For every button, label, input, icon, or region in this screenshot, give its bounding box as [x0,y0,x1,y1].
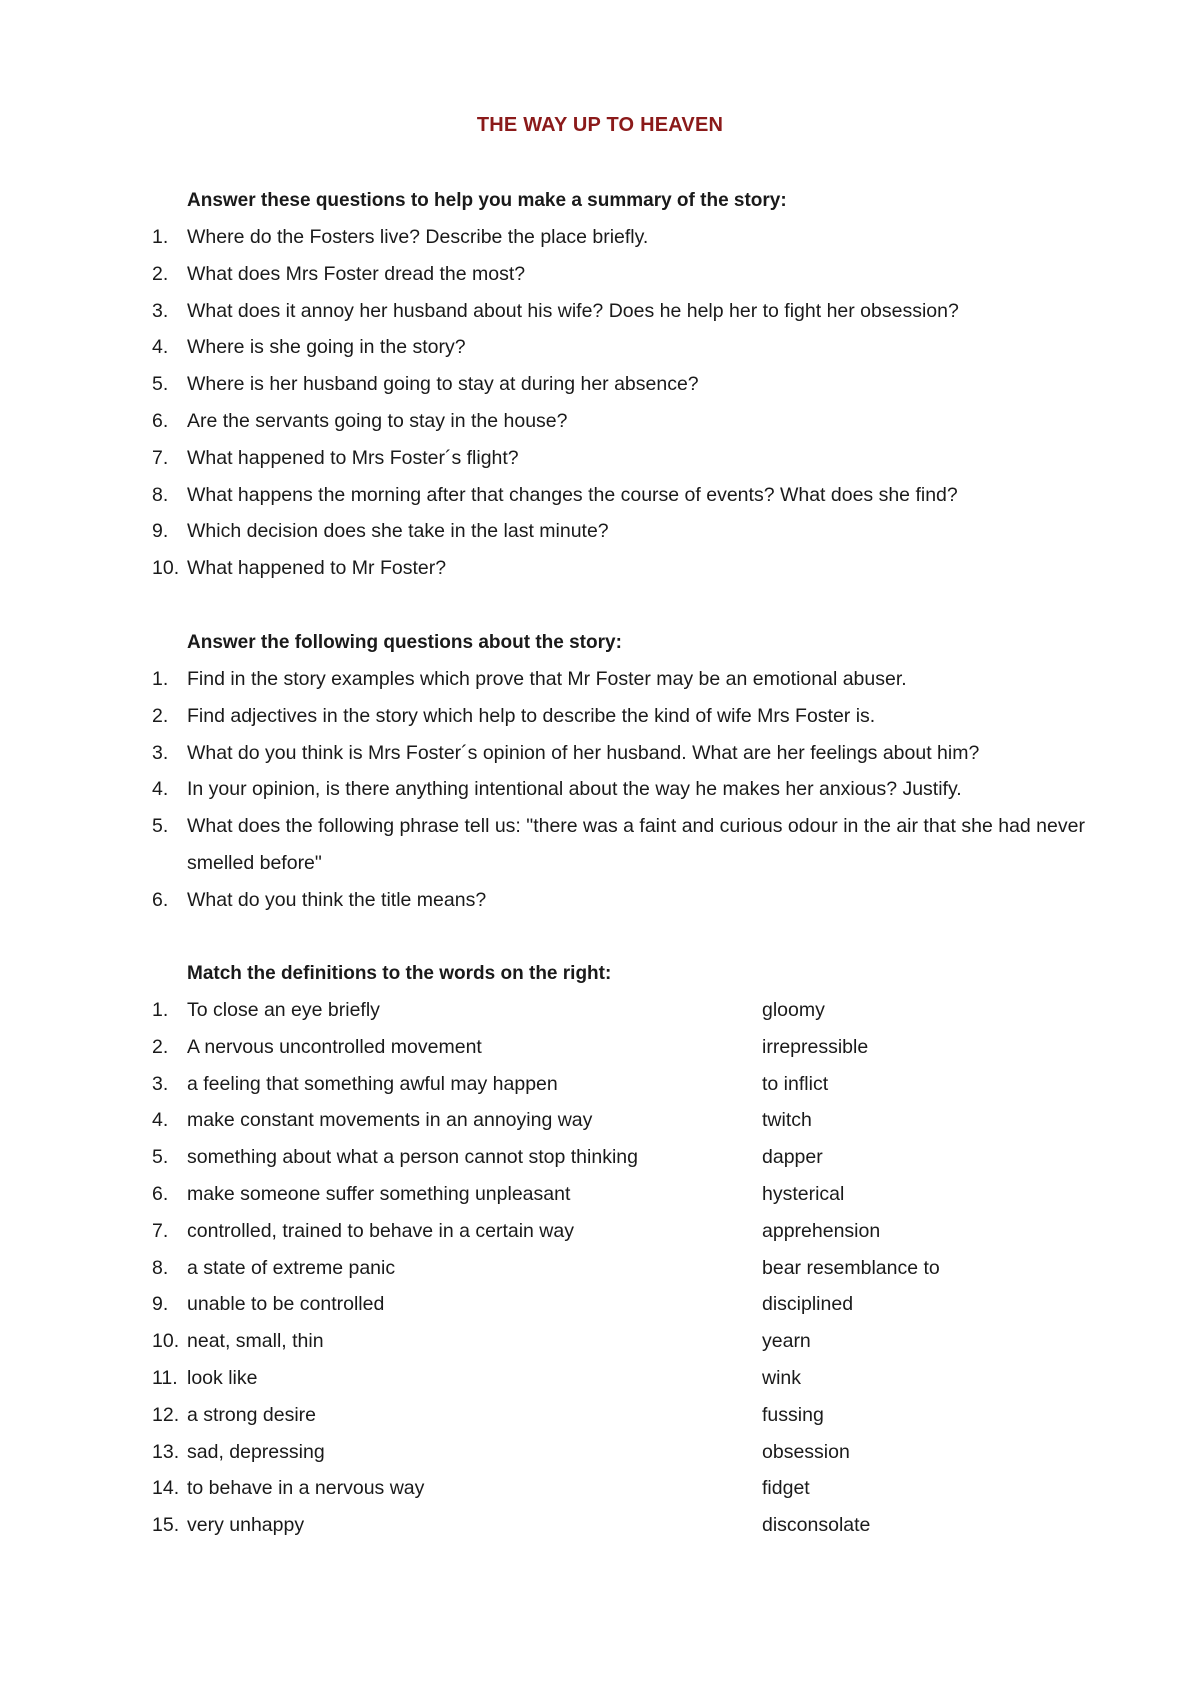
definition-text: something about what a person cannot stop thinking [187,1146,638,1169]
match-word: disconsolate [762,1514,871,1537]
item-number: 8. [152,483,169,506]
item-number: 3. [152,299,169,322]
list-item [148,513,1088,550]
match-word: dapper [762,1146,823,1169]
matching-row [148,1102,1088,1139]
item-number: 2. [152,704,169,727]
item-number: 9. [152,520,169,543]
item-number: 7. [152,1219,169,1242]
match-word: apprehension [762,1219,881,1242]
item-text: Find adjectives in the story which help to describe the kind of wife Mrs Foster is. [187,704,876,727]
list-item [148,882,1088,919]
item-text: What do you think the title means? [187,888,487,911]
list-item [148,440,1088,477]
item-number: 14. [152,1477,180,1500]
match-word: obsession [762,1440,850,1463]
item-number: 2. [152,262,169,285]
section-heading: Answer these questions to help you make a summary of the story: [187,190,787,211]
item-number: 10. [152,557,180,580]
section-heading: Answer the following questions about the story: [187,632,622,653]
list-item [148,366,1088,403]
item-number: 5. [152,815,169,838]
item-text: What does it annoy her husband about his wife? Does he help her to fight her obsession? [187,299,959,322]
item-number: 4. [152,336,169,359]
definition-text: To close an eye briefly [187,999,380,1021]
match-word: wink [762,1366,802,1389]
definition-text: a feeling that something awful may happen [187,1072,558,1095]
item-text: What happens the morning after that changes the course of events? What does she find? [187,483,958,506]
item-number: 4. [152,1109,169,1132]
matching-row [148,1507,1088,1544]
item-number: 8. [152,1256,169,1279]
item-number: 6. [152,1182,169,1205]
document-title: THE WAY UP TO HEAVEN [476,114,724,136]
section-heading: Match the definitions to the words on the right: [187,963,612,984]
matching-row [148,1250,1088,1287]
item-number: 9. [152,1293,169,1316]
match-word: fussing [762,1403,824,1426]
match-word: bear resemblance to [762,1256,940,1279]
item-text: What happened to Mr Foster? [187,557,447,580]
summary-questions-section [148,183,1088,587]
matching-row [148,1213,1088,1250]
matching-row [148,1397,1088,1434]
item-number: 10. [152,1330,180,1353]
item-number: 4. [152,778,169,801]
match-word: gloomy [762,999,825,1021]
matching-list [148,992,1088,1544]
definition-text: unable to be controlled [187,1293,385,1316]
item-text: Are the servants going to stay in the house? [187,409,568,432]
match-word: yearn [762,1330,811,1353]
list-item [148,698,1088,735]
story-questions-section [148,625,1088,919]
item-text: Which decision does she take in the last minute? [187,520,609,543]
list-item [148,293,1088,330]
matching-row [148,1434,1088,1471]
item-number: 5. [152,373,169,396]
item-number: 11. [152,1366,178,1389]
definition-text: very unhappy [187,1514,305,1537]
list-item [148,329,1088,366]
list-item [148,808,1088,882]
match-word: twitch [762,1109,812,1132]
item-text: Where is her husband going to stay at during her absence? [187,373,699,396]
item-number: 3. [152,741,169,764]
item-text: In your opinion, is there anything intentional about the way he makes her anxious? Justify. [187,778,962,801]
matching-row [148,1139,1088,1176]
definition-text: look like [187,1366,258,1389]
definition-text: a strong desire [187,1403,316,1426]
matching-row [148,1029,1088,1066]
item-text: Where do the Fosters live? Describe the place briefly. [187,226,649,248]
matching-row [148,992,1088,1029]
list-item [148,477,1088,514]
item-number: 2. [152,1035,169,1058]
matching-row [148,1066,1088,1103]
item-number: 12. [152,1403,180,1426]
definition-text: A nervous uncontrolled movement [187,1035,482,1058]
item-number: 3. [152,1072,169,1095]
list-item [148,735,1088,772]
item-number: 5. [152,1146,169,1169]
matching-row [148,1286,1088,1323]
matching-row [148,1360,1088,1397]
question-list [148,219,1088,587]
match-word: hysterical [762,1182,845,1205]
item-text: Where is she going in the story? [187,336,466,359]
definition-text: neat, small, thin [187,1330,324,1353]
match-word: to inflict [762,1072,829,1095]
definition-text: sad, depressing [187,1440,325,1463]
match-word: disciplined [762,1293,854,1316]
item-number: 1. [152,226,169,248]
definition-text: to behave in a nervous way [187,1477,425,1500]
list-item [148,550,1088,587]
item-number: 6. [152,888,169,911]
item-text: Find in the story examples which prove that Mr Foster may be an emotional abuser. [187,668,907,690]
definition-text: controlled, trained to behave in a certain way [187,1219,574,1242]
item-number: 6. [152,409,169,432]
item-text: What happened to Mrs Foster´s flight? [187,446,519,469]
vocabulary-matching-section [148,956,1088,1544]
definition-text: make someone suffer something unpleasant [187,1182,571,1205]
item-text: What does Mrs Foster dread the most? [187,262,526,285]
list-item [148,219,1088,256]
matching-row [148,1470,1088,1507]
item-number: 13. [152,1440,180,1463]
item-text: What does the following phrase tell us: "there was a faint and curious odour in the air that she had never smelled before" [187,815,1085,874]
item-number: 15. [152,1514,180,1537]
matching-row [148,1323,1088,1360]
list-item [148,403,1088,440]
match-word: fidget [762,1477,810,1500]
list-item [148,661,1088,698]
matching-row [148,1176,1088,1213]
item-number: 7. [152,446,169,469]
definition-text: a state of extreme panic [187,1256,396,1279]
match-word: irrepressible [762,1035,869,1058]
list-item [148,256,1088,293]
definition-text: make constant movements in an annoying way [187,1109,593,1132]
list-item [148,771,1088,808]
item-number: 1. [152,668,169,690]
item-number: 1. [152,999,169,1021]
item-text: What do you think is Mrs Foster´s opinion of her husband. What are her feelings about him? [187,741,980,764]
question-list [148,661,1088,919]
